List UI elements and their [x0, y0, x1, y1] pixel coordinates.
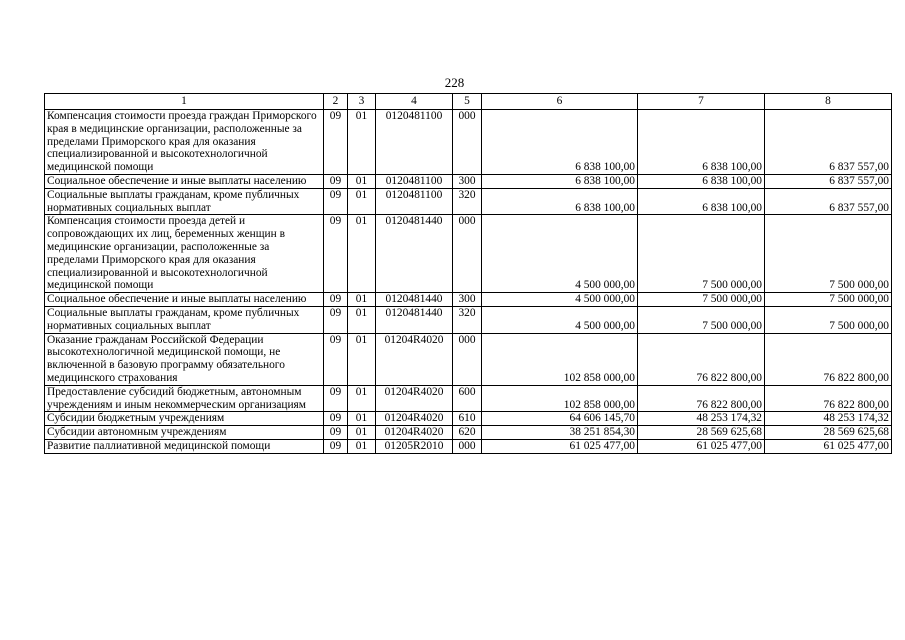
- amount-col6-cell: 64 606 145,70: [482, 412, 638, 426]
- expense-type-cell: 320: [453, 188, 482, 215]
- amount-col8-cell: 7 500 000,00: [765, 306, 892, 333]
- column-header: 7: [638, 94, 765, 110]
- expense-type-cell: 000: [453, 439, 482, 453]
- column-header: 5: [453, 94, 482, 110]
- expense-type-cell: 600: [453, 385, 482, 412]
- expense-type-cell: 000: [453, 215, 482, 293]
- subsection-code-cell: 01: [348, 188, 376, 215]
- amount-col7-cell: 6 838 100,00: [638, 174, 765, 188]
- section-code-cell: 09: [324, 110, 348, 175]
- section-code-cell: 09: [324, 412, 348, 426]
- table-row: [45, 306, 892, 333]
- column-header: 1: [45, 94, 324, 110]
- amount-col6-cell: 4 500 000,00: [482, 293, 638, 307]
- subsection-code-cell: 01: [348, 293, 376, 307]
- column-number-row: [45, 94, 892, 110]
- table-row: [45, 412, 892, 426]
- budget-table: [44, 93, 892, 454]
- amount-col6-cell: 4 500 000,00: [482, 215, 638, 293]
- amount-col6-cell: 61 025 477,00: [482, 439, 638, 453]
- column-header: 3: [348, 94, 376, 110]
- amount-col6-cell: 38 251 854,30: [482, 426, 638, 440]
- section-code-cell: 09: [324, 439, 348, 453]
- section-code-cell: 09: [324, 306, 348, 333]
- amount-col8-cell: 7 500 000,00: [765, 293, 892, 307]
- section-code-cell: 09: [324, 426, 348, 440]
- target-code-cell: 0120481100: [376, 174, 453, 188]
- subsection-code-cell: 01: [348, 385, 376, 412]
- amount-col7-cell: 28 569 625,68: [638, 426, 765, 440]
- amount-col8-cell: 6 837 557,00: [765, 110, 892, 175]
- amount-col6-cell: 6 838 100,00: [482, 110, 638, 175]
- amount-col8-cell: 6 837 557,00: [765, 188, 892, 215]
- subsection-code-cell: 01: [348, 333, 376, 385]
- amount-col6-cell: 102 858 000,00: [482, 385, 638, 412]
- amount-col8-cell: 48 253 174,32: [765, 412, 892, 426]
- section-code-cell: 09: [324, 385, 348, 412]
- section-code-cell: 09: [324, 188, 348, 215]
- amount-col8-cell: 76 822 800,00: [765, 333, 892, 385]
- section-code-cell: 09: [324, 333, 348, 385]
- subsection-code-cell: 01: [348, 306, 376, 333]
- expense-type-cell: 300: [453, 174, 482, 188]
- amount-col7-cell: 6 838 100,00: [638, 188, 765, 215]
- target-code-cell: 0120481100: [376, 188, 453, 215]
- subsection-code-cell: 01: [348, 174, 376, 188]
- amount-col7-cell: 7 500 000,00: [638, 306, 765, 333]
- amount-col6-cell: 6 838 100,00: [482, 188, 638, 215]
- amount-col7-cell: 7 500 000,00: [638, 215, 765, 293]
- target-code-cell: 0120481440: [376, 306, 453, 333]
- table-row: [45, 215, 892, 293]
- amount-col7-cell: 6 838 100,00: [638, 110, 765, 175]
- target-code-cell: 01204R4020: [376, 426, 453, 440]
- table-row: [45, 439, 892, 453]
- target-code-cell: 01204R4020: [376, 385, 453, 412]
- target-code-cell: 0120481100: [376, 110, 453, 175]
- amount-col7-cell: 7 500 000,00: [638, 293, 765, 307]
- section-code-cell: 09: [324, 293, 348, 307]
- target-code-cell: 0120481440: [376, 215, 453, 293]
- row-name-cell: Социальное обеспечение и иные выплаты населению: [45, 293, 324, 307]
- expense-type-cell: 300: [453, 293, 482, 307]
- section-code-cell: 09: [324, 174, 348, 188]
- amount-col8-cell: 7 500 000,00: [765, 215, 892, 293]
- table-row: [45, 110, 892, 175]
- subsection-code-cell: 01: [348, 110, 376, 175]
- amount-col7-cell: 48 253 174,32: [638, 412, 765, 426]
- section-code-cell: 09: [324, 215, 348, 293]
- table-row: [45, 188, 892, 215]
- row-name-cell: Социальное обеспечение и иные выплаты населению: [45, 174, 324, 188]
- amount-col8-cell: 61 025 477,00: [765, 439, 892, 453]
- target-code-cell: 01204R4020: [376, 412, 453, 426]
- expense-type-cell: 610: [453, 412, 482, 426]
- row-name-cell: Социальные выплаты гражданам, кроме публичных нормативных социальных выплат: [45, 188, 324, 215]
- amount-col6-cell: 102 858 000,00: [482, 333, 638, 385]
- row-name-cell: Субсидии автономным учреждениям: [45, 426, 324, 440]
- expense-type-cell: 320: [453, 306, 482, 333]
- row-name-cell: Субсидии бюджетным учреждениям: [45, 412, 324, 426]
- table-row: [45, 333, 892, 385]
- subsection-code-cell: 01: [348, 412, 376, 426]
- row-name-cell: Развитие паллиативной медицинской помощи: [45, 439, 324, 453]
- target-code-cell: 01204R4020: [376, 333, 453, 385]
- amount-col7-cell: 76 822 800,00: [638, 333, 765, 385]
- row-name-cell: Оказание гражданам Российской Федерации высокотехнологичной медицинской помощи, не включенной в базовую программу обязательного медицинского страхования: [45, 333, 324, 385]
- expense-type-cell: 620: [453, 426, 482, 440]
- amount-col8-cell: 6 837 557,00: [765, 174, 892, 188]
- amount-col6-cell: 6 838 100,00: [482, 174, 638, 188]
- column-header: 8: [765, 94, 892, 110]
- table-row: [45, 385, 892, 412]
- target-code-cell: 0120481440: [376, 293, 453, 307]
- amount-col7-cell: 76 822 800,00: [638, 385, 765, 412]
- subsection-code-cell: 01: [348, 439, 376, 453]
- table-row: [45, 174, 892, 188]
- table-row: [45, 293, 892, 307]
- column-header: 6: [482, 94, 638, 110]
- subsection-code-cell: 01: [348, 215, 376, 293]
- amount-col6-cell: 4 500 000,00: [482, 306, 638, 333]
- target-code-cell: 01205R2010: [376, 439, 453, 453]
- subsection-code-cell: 01: [348, 426, 376, 440]
- column-header: 2: [324, 94, 348, 110]
- row-name-cell: Компенсация стоимости проезда детей и сопровождающих их лиц, беременных женщин в медицинские организации, расположенные за пределами Приморского края для оказания специализированной и высокотехнологичной медицинской помощи: [45, 215, 324, 293]
- column-header: 4: [376, 94, 453, 110]
- amount-col8-cell: 28 569 625,68: [765, 426, 892, 440]
- amount-col7-cell: 61 025 477,00: [638, 439, 765, 453]
- row-name-cell: Компенсация стоимости проезда граждан Приморского края в медицинские организации, расположенные за пределами Приморского края для оказания специализированной и высокотехнологичной медицинской помощи: [45, 110, 324, 175]
- row-name-cell: Социальные выплаты гражданам, кроме публичных нормативных социальных выплат: [45, 306, 324, 333]
- amount-col8-cell: 76 822 800,00: [765, 385, 892, 412]
- expense-type-cell: 000: [453, 333, 482, 385]
- page-number: 228: [444, 75, 465, 90]
- row-name-cell: Предоставление субсидий бюджетным, автономным учреждениям и иным некоммерческим организациям: [45, 385, 324, 412]
- table-row: [45, 426, 892, 440]
- expense-type-cell: 000: [453, 110, 482, 175]
